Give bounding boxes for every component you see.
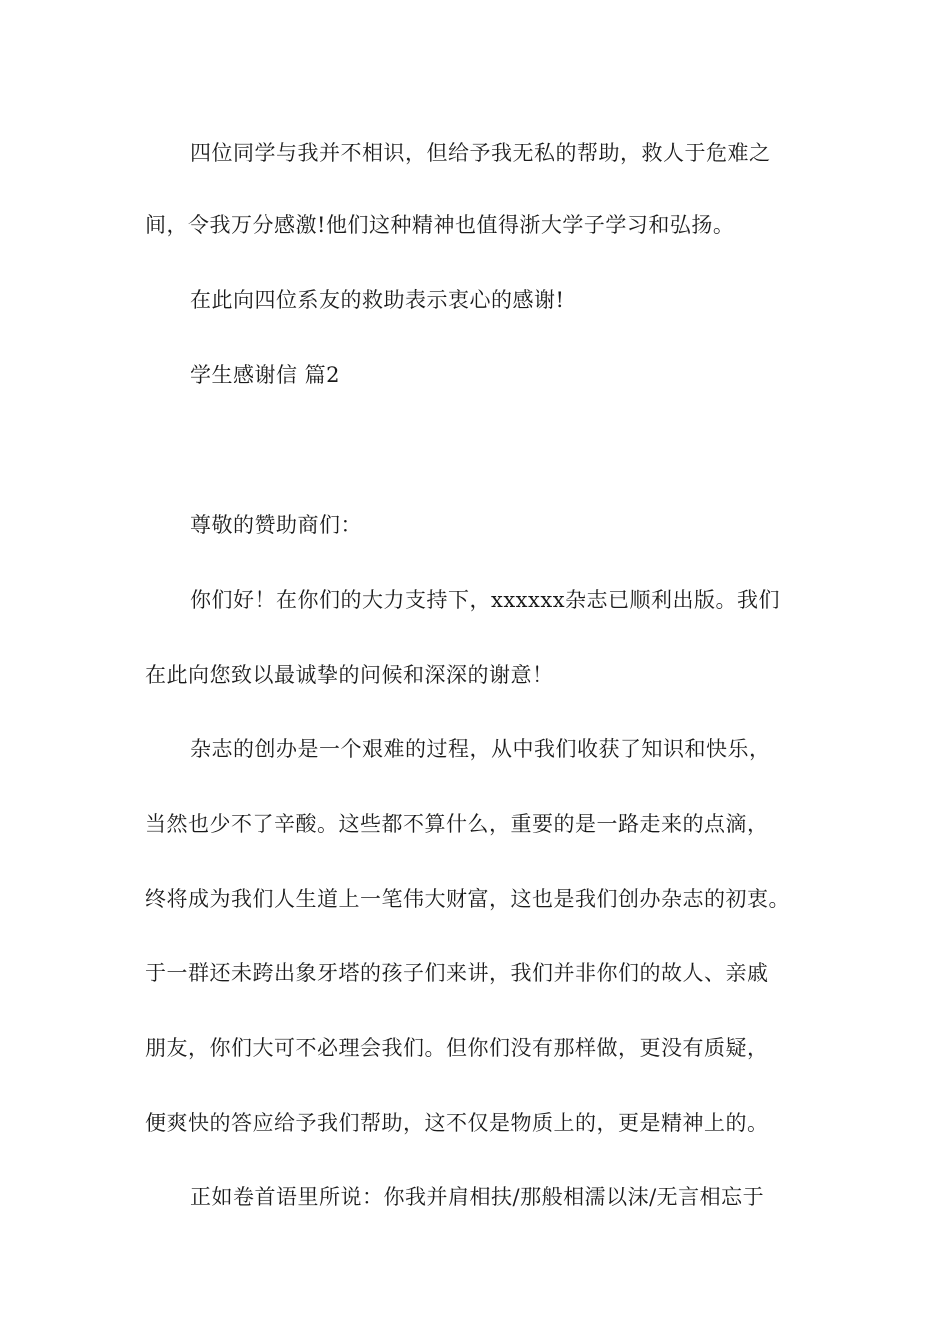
paragraph-line: 在此向您致以最诚挚的问候和深深的谢意！ xyxy=(145,663,554,687)
salutation-line: 尊敬的赞助商们： xyxy=(190,513,362,537)
paragraph-line: 在此向四位系友的救助表示衷心的感谢! xyxy=(190,288,565,312)
paragraph-line: 于一群还未跨出象牙塔的孩子们来讲，我们并非你们的故人、亲戚 xyxy=(145,961,769,985)
section-heading: 学生感谢信 篇2 xyxy=(190,363,341,387)
paragraph-line: 终将成为我们人生道上一笔伟大财富，这也是我们创办杂志的初衷。 xyxy=(145,887,790,911)
paragraph-line: 当然也少不了辛酸。这些都不算什么，重要的是一路走来的点滴， xyxy=(145,812,769,836)
paragraph-line: 朋友，你们大可不必理会我们。但你们没有那样做，更没有质疑， xyxy=(145,1036,769,1060)
paragraph-line: 便爽快的答应给予我们帮助，这不仅是物质上的，更是精神上的。 xyxy=(145,1111,769,1135)
paragraph-line: 四位同学与我并不相识，但给予我无私的帮助，救人于危难之 xyxy=(190,141,771,165)
paragraph-line: 杂志的创办是一个艰难的过程，从中我们收获了知识和快乐， xyxy=(190,737,771,761)
paragraph-line: 你们好！在你们的大力支持下，xxxxxx杂志已顺利出版。我们 xyxy=(190,588,781,612)
paragraph-line: 正如卷首语里所说：你我并肩相扶/那般相濡以沫/无言相忘于 xyxy=(190,1185,765,1209)
paragraph-line: 间，令我万分感激!他们这种精神也值得浙大学子学习和弘扬。 xyxy=(145,213,735,237)
